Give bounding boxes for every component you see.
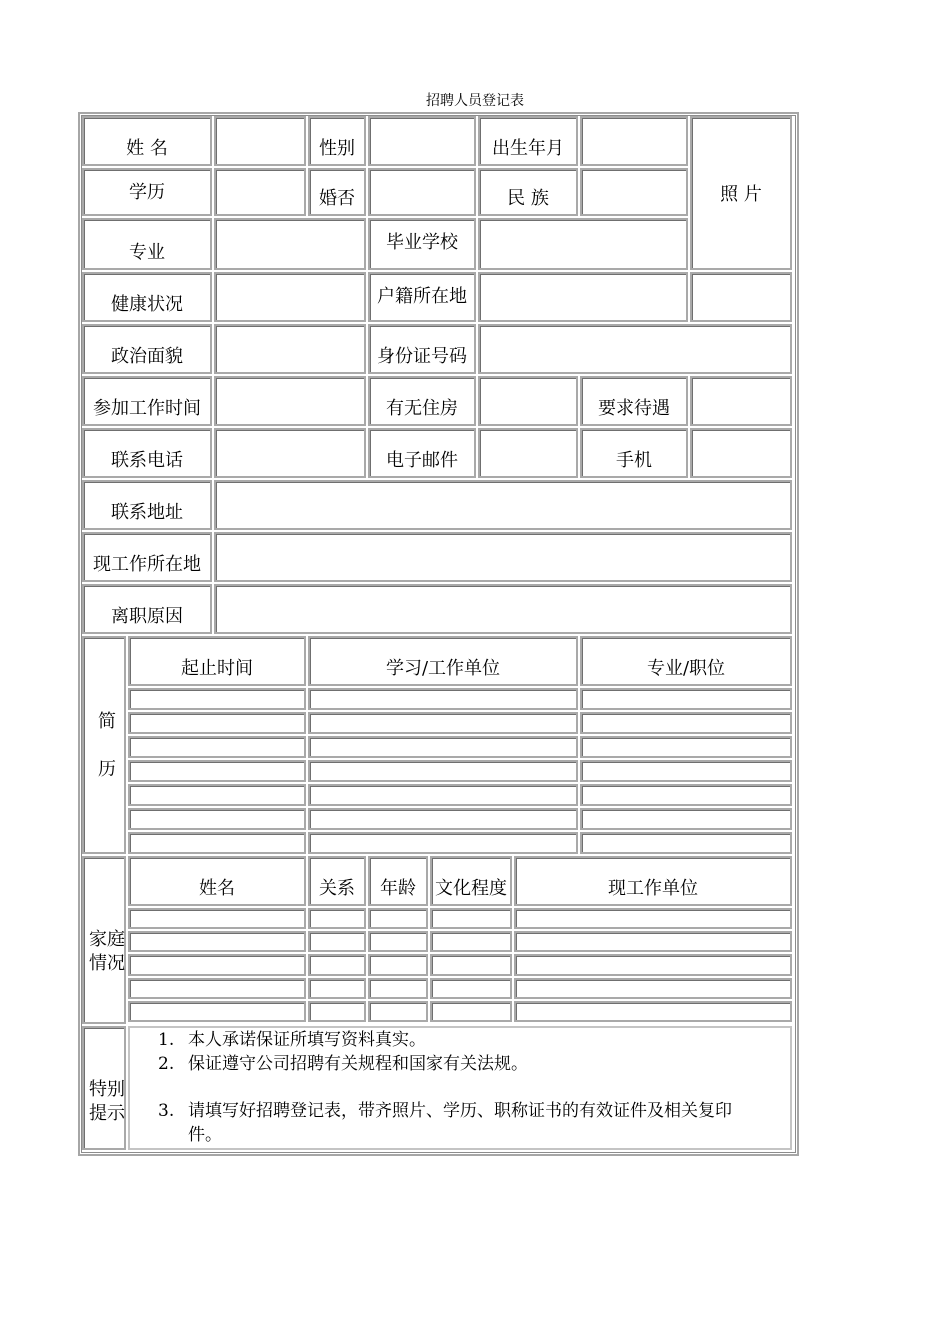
resume-cell[interactable] xyxy=(580,808,792,830)
label-email: 电子邮件 xyxy=(368,428,476,478)
note-item xyxy=(158,1100,732,1122)
photo-box[interactable]: 照 片 xyxy=(690,116,792,270)
label-phone: 联系电话 xyxy=(82,428,212,478)
family-cell[interactable] xyxy=(514,954,792,975)
label-health: 健康状况 xyxy=(82,272,212,322)
resume-label-2: 历 xyxy=(98,759,116,780)
input-email[interactable] xyxy=(478,428,578,478)
note-item xyxy=(158,1053,528,1075)
notes-side xyxy=(82,1026,126,1150)
input-work-start[interactable] xyxy=(214,376,366,426)
resume-cell[interactable] xyxy=(308,784,578,806)
note-number: 1. xyxy=(158,1030,175,1050)
label-politics: 政治面貌 xyxy=(82,324,212,374)
family-cell[interactable] xyxy=(368,908,428,929)
note-text: 保证遵守公司招聘有关规程和国家有关法规。 xyxy=(188,1054,528,1074)
note-number: 3. xyxy=(158,1101,175,1121)
resume-cell[interactable] xyxy=(580,688,792,710)
label-major: 专业 xyxy=(82,218,212,270)
family-cell[interactable] xyxy=(430,931,512,952)
label-birth: 出生年月 xyxy=(478,116,578,166)
resume-cell[interactable] xyxy=(308,760,578,782)
family-cell[interactable] xyxy=(128,978,306,999)
family-cell[interactable] xyxy=(308,908,366,929)
resume-cell[interactable] xyxy=(308,808,578,830)
family-cell[interactable] xyxy=(514,931,792,952)
resume-cell[interactable] xyxy=(128,808,306,830)
resume-header-unit: 学习/工作单位 xyxy=(308,636,578,686)
family-cell[interactable] xyxy=(308,954,366,975)
family-header-name: 姓名 xyxy=(128,856,306,906)
input-married[interactable] xyxy=(368,168,476,216)
label-housing: 有无住房 xyxy=(368,376,476,426)
resume-cell[interactable] xyxy=(308,712,578,734)
family-cell[interactable] xyxy=(430,954,512,975)
family-cell[interactable] xyxy=(308,1001,366,1022)
input-birth[interactable] xyxy=(580,116,688,166)
input-hukou[interactable] xyxy=(478,272,688,322)
label-current-location: 现工作所在地 xyxy=(82,532,212,582)
input-health[interactable] xyxy=(214,272,366,322)
resume-cell[interactable] xyxy=(128,712,306,734)
family-header-relation: 关系 xyxy=(308,856,366,906)
family-cell[interactable] xyxy=(430,1001,512,1022)
resume-cell[interactable] xyxy=(308,832,578,854)
input-phone[interactable] xyxy=(214,428,366,478)
family-label-1: 家庭 xyxy=(89,929,125,950)
label-mobile: 手机 xyxy=(580,428,688,478)
family-cell[interactable] xyxy=(128,931,306,952)
notes-label-2: 提示 xyxy=(89,1103,125,1124)
input-major[interactable] xyxy=(214,218,366,270)
resume-cell[interactable] xyxy=(128,760,306,782)
family-cell[interactable] xyxy=(368,1001,428,1022)
input-school[interactable] xyxy=(478,218,688,270)
resume-header-position: 专业/职位 xyxy=(580,636,792,686)
label-id-number: 身份证号码 xyxy=(368,324,476,374)
note-item xyxy=(158,1029,426,1051)
input-housing[interactable] xyxy=(478,376,578,426)
family-cell[interactable] xyxy=(368,954,428,975)
notes-label-1: 特别 xyxy=(89,1079,125,1100)
family-cell[interactable] xyxy=(430,908,512,929)
resume-cell[interactable] xyxy=(128,784,306,806)
note-number: 2. xyxy=(158,1054,175,1074)
resume-label-1: 简 xyxy=(98,711,116,732)
family-cell[interactable] xyxy=(514,908,792,929)
input-address[interactable] xyxy=(214,480,792,530)
family-cell[interactable] xyxy=(308,978,366,999)
family-header-workplace: 现工作单位 xyxy=(514,856,792,906)
resume-cell[interactable] xyxy=(128,832,306,854)
family-header-age: 年龄 xyxy=(368,856,428,906)
label-salary: 要求待遇 xyxy=(580,376,688,426)
label-married: 婚否 xyxy=(308,168,366,216)
input-id-number[interactable] xyxy=(478,324,792,374)
family-cell[interactable] xyxy=(308,931,366,952)
resume-cell[interactable] xyxy=(128,688,306,710)
family-header-education: 文化程度 xyxy=(430,856,512,906)
label-school: 毕业学校 xyxy=(368,218,476,270)
family-cell[interactable] xyxy=(128,954,306,975)
family-label-2: 情况 xyxy=(89,953,125,974)
family-cell[interactable] xyxy=(430,978,512,999)
resume-cell[interactable] xyxy=(308,736,578,758)
family-cell[interactable] xyxy=(368,931,428,952)
resume-cell[interactable] xyxy=(580,832,792,854)
resume-cell[interactable] xyxy=(580,760,792,782)
input-salary[interactable] xyxy=(690,376,792,426)
input-name[interactable] xyxy=(214,116,306,166)
family-cell[interactable] xyxy=(128,908,306,929)
label-work-start: 参加工作时间 xyxy=(82,376,212,426)
note-text: 件。 xyxy=(188,1125,222,1145)
label-gender: 性别 xyxy=(308,116,366,166)
resume-header-period: 起止时间 xyxy=(128,636,306,686)
label-name: 姓 名 xyxy=(82,116,212,166)
label-leave-reason: 离职原因 xyxy=(82,584,212,634)
note-item xyxy=(158,1124,222,1146)
label-education: 学历 xyxy=(82,168,212,216)
resume-cell[interactable] xyxy=(580,784,792,806)
form-title: 招聘人员登记表 xyxy=(426,93,524,109)
input-ethnicity[interactable] xyxy=(580,168,688,216)
family-cell[interactable] xyxy=(368,978,428,999)
input-current-location[interactable] xyxy=(214,532,792,582)
family-cell[interactable] xyxy=(514,1001,792,1022)
family-cell[interactable] xyxy=(128,1001,306,1022)
input-leave-reason[interactable] xyxy=(214,584,792,634)
input-hukou-extra[interactable] xyxy=(690,272,792,322)
family-cell[interactable] xyxy=(514,978,792,999)
input-mobile[interactable] xyxy=(690,428,792,478)
resume-cell[interactable] xyxy=(580,736,792,758)
note-text: 请填写好招聘登记表，带齐照片、学历、职称证书的有效证件及相关复印 xyxy=(188,1101,732,1121)
family-side xyxy=(82,856,126,1024)
resume-cell[interactable] xyxy=(128,736,306,758)
resume-side xyxy=(82,636,126,854)
label-ethnicity: 民 族 xyxy=(478,168,578,216)
label-address: 联系地址 xyxy=(82,480,212,530)
input-education[interactable] xyxy=(214,168,306,216)
note-text: 本人承诺保证所填写资料真实。 xyxy=(188,1030,426,1050)
resume-cell[interactable] xyxy=(308,688,578,710)
resume-cell[interactable] xyxy=(580,712,792,734)
input-gender[interactable] xyxy=(368,116,476,166)
label-hukou: 户籍所在地 xyxy=(368,272,476,322)
input-politics[interactable] xyxy=(214,324,366,374)
